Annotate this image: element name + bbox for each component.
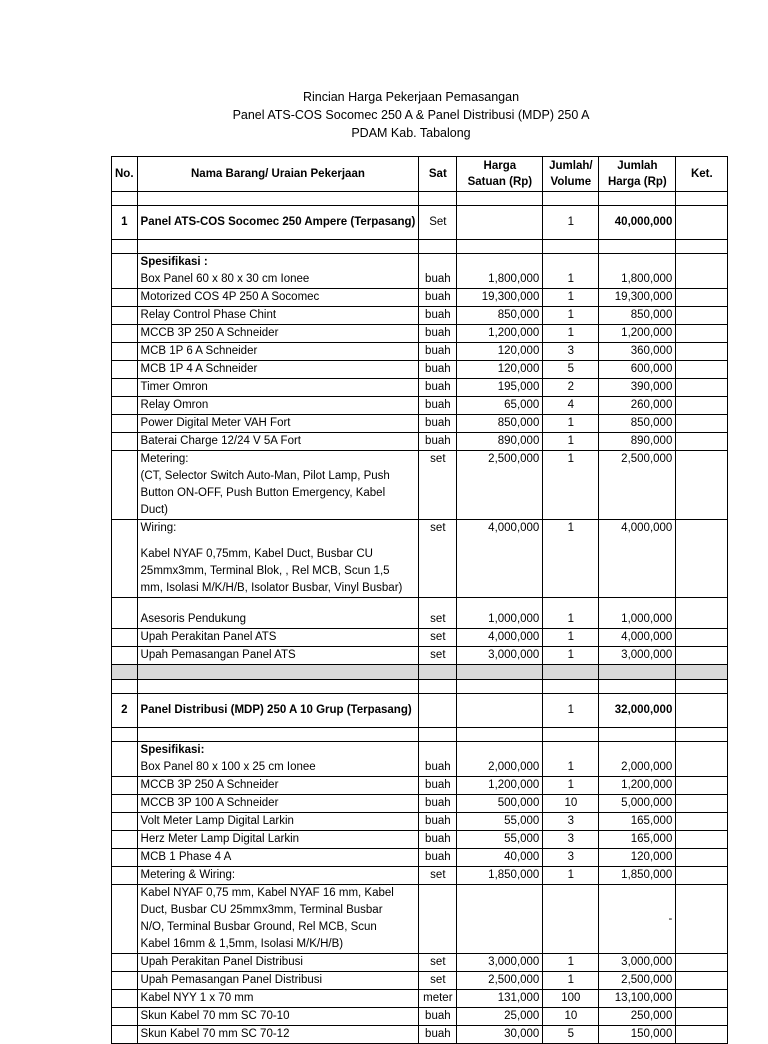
item-description bbox=[137, 520, 419, 598]
item-name: MCB 1P 6 A Schneider bbox=[137, 343, 419, 361]
item-sat: buah bbox=[419, 777, 457, 795]
item-vol: 1 bbox=[543, 271, 599, 289]
description-line: Duct, Busbar CU 25mmx3mm, Terminal Busbar bbox=[140, 904, 383, 916]
item-vol: 10 bbox=[543, 1008, 599, 1026]
table-row-multiline bbox=[112, 451, 728, 520]
item-name: MCCB 3P 250 A Schneider bbox=[137, 777, 419, 795]
item-price: 120,000 bbox=[457, 361, 543, 379]
item-name: Upah Perakitan Panel ATS bbox=[137, 629, 419, 647]
table-row bbox=[112, 954, 728, 972]
item-name: Kabel NYY 1 x 70 mm bbox=[137, 990, 419, 1008]
item-price: 195,000 bbox=[457, 379, 543, 397]
item-total: 850,000 bbox=[599, 307, 676, 325]
item-price: 30,000 bbox=[457, 1026, 543, 1044]
item-sat: buah bbox=[419, 831, 457, 849]
item-price: 1,000,000 bbox=[457, 611, 543, 629]
item-sat: buah bbox=[419, 795, 457, 813]
item-total: 1,850,000 bbox=[599, 867, 676, 885]
item-name: Power Digital Meter VAH Fort bbox=[137, 415, 419, 433]
spacer-row bbox=[112, 728, 728, 742]
item-vol: 1 bbox=[543, 759, 599, 777]
item-price: 19,300,000 bbox=[457, 289, 543, 307]
item-total: 260,000 bbox=[599, 397, 676, 415]
item-name: MCB 1 Phase 4 A bbox=[137, 849, 419, 867]
description-line: mm, Isolasi M/K/H/B, Isolator Busbar, Vinyl Busbar) bbox=[140, 582, 403, 594]
spacer-row bbox=[112, 192, 728, 206]
col-harga: Harga Satuan (Rp) bbox=[457, 157, 543, 192]
item-name: Relay Control Phase Chint bbox=[137, 307, 419, 325]
table-row bbox=[112, 611, 728, 629]
section-row bbox=[112, 206, 728, 240]
table-row bbox=[112, 990, 728, 1008]
item-vol: 1 bbox=[543, 629, 599, 647]
item-price: 2,500,000 bbox=[457, 972, 543, 990]
section-sat: Set bbox=[419, 206, 457, 240]
item-sat: buah bbox=[419, 379, 457, 397]
item-vol: 1 bbox=[543, 777, 599, 795]
item-vol: 3 bbox=[543, 849, 599, 867]
price-table bbox=[111, 156, 728, 1044]
item-sat: meter bbox=[419, 990, 457, 1008]
col-jumlah: Jumlah Harga (Rp) bbox=[599, 157, 676, 192]
item-total: 1,200,000 bbox=[599, 777, 676, 795]
item-price: 1,200,000 bbox=[457, 777, 543, 795]
item-vol: 1 bbox=[543, 289, 599, 307]
item-sat: buah bbox=[419, 325, 457, 343]
item-price: 850,000 bbox=[457, 415, 543, 433]
item-sat: buah bbox=[419, 813, 457, 831]
section-total: 40,000,000 bbox=[599, 206, 676, 240]
item-sat: buah bbox=[419, 397, 457, 415]
item-sat: buah bbox=[419, 433, 457, 451]
item-total: 120,000 bbox=[599, 849, 676, 867]
item-price: 131,000 bbox=[457, 990, 543, 1008]
description-line: Kabel NYAF 0,75mm, Kabel Duct, Busbar CU bbox=[140, 548, 373, 560]
table-row bbox=[112, 343, 728, 361]
item-total: 1,000,000 bbox=[599, 611, 676, 629]
item-total: 390,000 bbox=[599, 379, 676, 397]
item-sat: buah bbox=[419, 849, 457, 867]
item-sat: set bbox=[419, 954, 457, 972]
table-row bbox=[112, 379, 728, 397]
item-price: 3,000,000 bbox=[457, 647, 543, 665]
item-name: MCCB 3P 250 A Schneider bbox=[137, 325, 419, 343]
item-total: 165,000 bbox=[599, 813, 676, 831]
item-name: Baterai Charge 12/24 V 5A Fort bbox=[137, 433, 419, 451]
section-no: 2 bbox=[112, 694, 138, 728]
item-price: 3,000,000 bbox=[457, 954, 543, 972]
item-vol: 5 bbox=[543, 361, 599, 379]
col-ket: Ket. bbox=[676, 157, 728, 192]
item-sat: set bbox=[419, 451, 457, 520]
spec-label: Spesifikasi: bbox=[137, 742, 419, 760]
item-sat: set bbox=[419, 629, 457, 647]
table-row bbox=[112, 629, 728, 647]
doc-title-line1: Rincian Harga Pekerjaan Pemasangan bbox=[302, 90, 520, 104]
item-sat: set bbox=[419, 520, 457, 598]
section-sat bbox=[419, 694, 457, 728]
col-volume: Jumlah/ Volume bbox=[543, 157, 599, 192]
table-row bbox=[112, 271, 728, 289]
spacer-row bbox=[112, 240, 728, 254]
item-sat: buah bbox=[419, 307, 457, 325]
spec-label: Spesifikasi : bbox=[137, 254, 419, 272]
item-total: 3,000,000 bbox=[599, 954, 676, 972]
item-total: 2,500,000 bbox=[599, 972, 676, 990]
item-price: 55,000 bbox=[457, 813, 543, 831]
table-row bbox=[112, 1026, 728, 1044]
item-total: 850,000 bbox=[599, 415, 676, 433]
item-name: Upah Perakitan Panel Distribusi bbox=[137, 954, 419, 972]
doc-title-line2: Panel ATS-COS Socomec 250 A & Panel Distribusi (MDP) 250 A bbox=[232, 108, 590, 122]
description-line: Kabel NYAF 0,75 mm, Kabel NYAF 16 mm, Kabel bbox=[140, 887, 394, 899]
description-line: Button ON-OFF, Push Button Emergency, Kabel bbox=[140, 487, 386, 499]
table-row bbox=[112, 759, 728, 777]
item-sat: buah bbox=[419, 415, 457, 433]
section-vol: 1 bbox=[543, 694, 599, 728]
item-description bbox=[137, 451, 419, 520]
table-row bbox=[112, 433, 728, 451]
table-row bbox=[112, 325, 728, 343]
item-name: Box Panel 60 x 80 x 30 cm Ionee bbox=[137, 271, 419, 289]
item-sat: set bbox=[419, 972, 457, 990]
item-sat: buah bbox=[419, 1008, 457, 1026]
item-name: Volt Meter Lamp Digital Larkin bbox=[137, 813, 419, 831]
item-vol: 1 bbox=[543, 954, 599, 972]
item-description bbox=[137, 885, 419, 954]
item-price: 65,000 bbox=[457, 397, 543, 415]
item-total: 2,500,000 bbox=[599, 451, 676, 520]
item-vol: 1 bbox=[543, 325, 599, 343]
section-name: Panel Distribusi (MDP) 250 A 10 Grup (Terpasang) bbox=[137, 694, 419, 728]
item-total: 4,000,000 bbox=[599, 520, 676, 598]
table-row bbox=[112, 1008, 728, 1026]
item-total: 250,000 bbox=[599, 1008, 676, 1026]
item-total: 600,000 bbox=[599, 361, 676, 379]
table-row bbox=[112, 813, 728, 831]
item-vol: 1 bbox=[543, 647, 599, 665]
item-price: 4,000,000 bbox=[457, 520, 543, 598]
item-total: 890,000 bbox=[599, 433, 676, 451]
item-vol: 1 bbox=[543, 415, 599, 433]
item-name: MCCB 3P 100 A Schneider bbox=[137, 795, 419, 813]
item-name: Metering & Wiring: bbox=[137, 867, 419, 885]
item-price: 2,000,000 bbox=[457, 759, 543, 777]
section-row bbox=[112, 694, 728, 728]
item-name: Upah Pemasangan Panel Distribusi bbox=[137, 972, 419, 990]
table-row bbox=[112, 795, 728, 813]
item-total: 3,000,000 bbox=[599, 647, 676, 665]
item-sat: set bbox=[419, 611, 457, 629]
item-price: 120,000 bbox=[457, 343, 543, 361]
item-vol: 5 bbox=[543, 1026, 599, 1044]
item-vol: 10 bbox=[543, 795, 599, 813]
spec-label-row bbox=[112, 742, 728, 760]
description-line: 25mmx3mm, Terminal Blok, , Rel MCB, Scun 1,5 bbox=[140, 565, 390, 577]
item-price: 2,500,000 bbox=[457, 451, 543, 520]
item-total: 1,800,000 bbox=[599, 271, 676, 289]
item-sat: set bbox=[419, 867, 457, 885]
header-row bbox=[112, 157, 728, 192]
item-name: Motorized COS 4P 250 A Socomec bbox=[137, 289, 419, 307]
item-total: - bbox=[599, 885, 676, 954]
section-total: 32,000,000 bbox=[599, 694, 676, 728]
item-vol: 4 bbox=[543, 397, 599, 415]
table-row bbox=[112, 647, 728, 665]
table-row bbox=[112, 289, 728, 307]
table-row bbox=[112, 777, 728, 795]
item-vol: 1 bbox=[543, 867, 599, 885]
item-price: 55,000 bbox=[457, 831, 543, 849]
item-total: 360,000 bbox=[599, 343, 676, 361]
item-name: Box Panel 80 x 100 x 25 cm Ionee bbox=[137, 759, 419, 777]
item-vol: 2 bbox=[543, 379, 599, 397]
item-sat: buah bbox=[419, 1026, 457, 1044]
item-price: 890,000 bbox=[457, 433, 543, 451]
item-sat: buah bbox=[419, 361, 457, 379]
spacer-row bbox=[112, 598, 728, 612]
item-vol: 1 bbox=[543, 433, 599, 451]
item-name: Skun Kabel 70 mm SC 70-12 bbox=[137, 1026, 419, 1044]
item-total: 5,000,000 bbox=[599, 795, 676, 813]
table-row bbox=[112, 415, 728, 433]
description-line: Kabel 16mm & 1,5mm, Isolasi M/K/H/B) bbox=[140, 938, 344, 950]
description-line: (CT, Selector Switch Auto-Man, Pilot Lamp, Push bbox=[140, 470, 390, 482]
item-vol: 100 bbox=[543, 990, 599, 1008]
item-name: Relay Omron bbox=[137, 397, 419, 415]
table-row bbox=[112, 397, 728, 415]
item-price: 40,000 bbox=[457, 849, 543, 867]
item-name: Upah Pemasangan Panel ATS bbox=[137, 647, 419, 665]
item-total: 1,200,000 bbox=[599, 325, 676, 343]
item-vol: 1 bbox=[543, 520, 599, 598]
item-name: Herz Meter Lamp Digital Larkin bbox=[137, 831, 419, 849]
table-row bbox=[112, 849, 728, 867]
item-vol: 1 bbox=[543, 307, 599, 325]
item-total: 4,000,000 bbox=[599, 629, 676, 647]
section-vol: 1 bbox=[543, 206, 599, 240]
table-row bbox=[112, 867, 728, 885]
item-price: 1,850,000 bbox=[457, 867, 543, 885]
item-name: Asesoris Pendukung bbox=[137, 611, 419, 629]
item-sat: buah bbox=[419, 343, 457, 361]
table-row bbox=[112, 831, 728, 849]
table-row bbox=[112, 307, 728, 325]
item-price: 4,000,000 bbox=[457, 629, 543, 647]
col-sat: Sat bbox=[419, 157, 457, 192]
description-line: Wiring: bbox=[140, 522, 177, 534]
description-line: N/O, Terminal Busbar Ground, Rel MCB, Scun bbox=[140, 921, 377, 933]
col-no: No. bbox=[112, 157, 138, 192]
section-no: 1 bbox=[112, 206, 138, 240]
item-total: 19,300,000 bbox=[599, 289, 676, 307]
item-price: 500,000 bbox=[457, 795, 543, 813]
item-vol: 1 bbox=[543, 972, 599, 990]
spec-label-row bbox=[112, 254, 728, 272]
item-vol: 1 bbox=[543, 451, 599, 520]
description-line: Metering: bbox=[140, 453, 189, 465]
spacer-row bbox=[112, 680, 728, 694]
item-price: 25,000 bbox=[457, 1008, 543, 1026]
description-line: Duct) bbox=[140, 504, 169, 516]
item-total: 165,000 bbox=[599, 831, 676, 849]
item-vol: 1 bbox=[543, 611, 599, 629]
item-vol: 3 bbox=[543, 813, 599, 831]
item-sat: buah bbox=[419, 271, 457, 289]
item-vol: 3 bbox=[543, 831, 599, 849]
table-row-multiline bbox=[112, 885, 728, 954]
table-row-multiline bbox=[112, 520, 728, 598]
separator-band bbox=[112, 665, 728, 680]
item-name: Skun Kabel 70 mm SC 70-10 bbox=[137, 1008, 419, 1026]
doc-title-line3: PDAM Kab. Tabalong bbox=[351, 126, 471, 140]
table-row bbox=[112, 361, 728, 379]
col-nama: Nama Barang/ Uraian Pekerjaan bbox=[137, 157, 419, 192]
item-vol: 3 bbox=[543, 343, 599, 361]
section-name: Panel ATS-COS Socomec 250 Ampere (Terpasang) bbox=[137, 206, 419, 240]
item-price: 1,200,000 bbox=[457, 325, 543, 343]
item-total: 13,100,000 bbox=[599, 990, 676, 1008]
item-sat: set bbox=[419, 647, 457, 665]
item-sat: buah bbox=[419, 289, 457, 307]
item-price: 850,000 bbox=[457, 307, 543, 325]
item-name: Timer Omron bbox=[137, 379, 419, 397]
table-row bbox=[112, 972, 728, 990]
item-total: 150,000 bbox=[599, 1026, 676, 1044]
item-total: 2,000,000 bbox=[599, 759, 676, 777]
item-price: 1,800,000 bbox=[457, 271, 543, 289]
item-sat: buah bbox=[419, 759, 457, 777]
item-name: MCB 1P 4 A Schneider bbox=[137, 361, 419, 379]
